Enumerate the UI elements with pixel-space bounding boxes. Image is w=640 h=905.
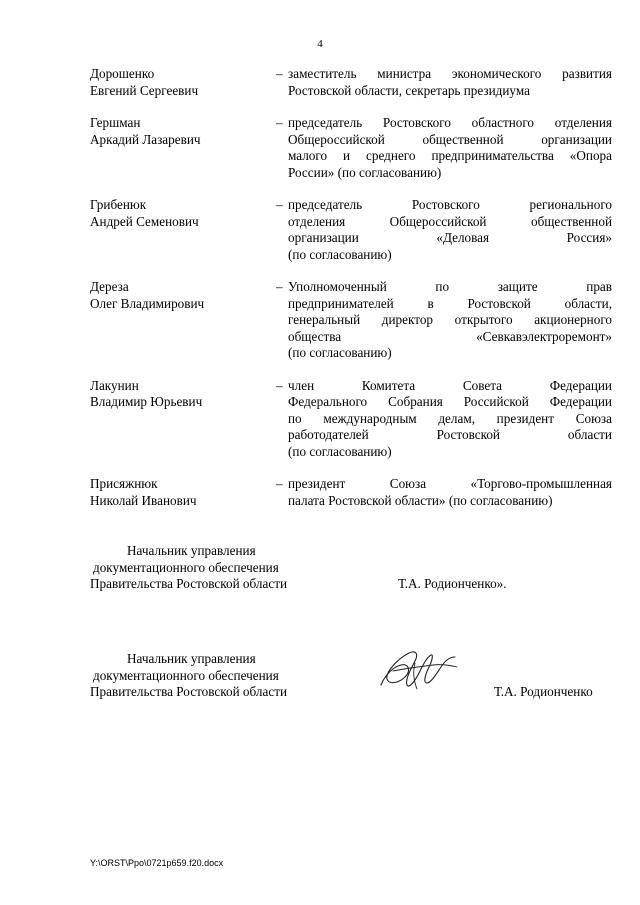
member-surname: Дереза bbox=[90, 279, 129, 294]
member-description bbox=[288, 279, 612, 362]
description-line: президент Союза «Торгово-промышленная bbox=[288, 476, 612, 491]
signatory-name: Т.А. Родионченко bbox=[494, 684, 593, 699]
signatory-title bbox=[90, 543, 620, 593]
member-surname: Дорошенко bbox=[90, 66, 155, 81]
member-given-names: Олег Владимирович bbox=[90, 295, 205, 311]
description-line: России» (по согласованию) bbox=[288, 164, 442, 180]
list-item bbox=[90, 66, 612, 99]
description-line: член Комитета Совета Федерации bbox=[288, 377, 612, 393]
member-given-names: Николай Иванович bbox=[90, 492, 197, 508]
member-given-names: Андрей Семенович bbox=[90, 213, 199, 229]
member-description bbox=[288, 197, 612, 263]
title-line: Правительства Ростовской области bbox=[90, 576, 288, 591]
description-line: организации «Деловая Россия» bbox=[288, 230, 612, 245]
member-given-names: Евгений Сергеевич bbox=[90, 82, 199, 98]
title-line: Начальник управления bbox=[127, 651, 256, 666]
description-line: Общероссийской общественной организации bbox=[288, 131, 612, 147]
page-number: 4 bbox=[317, 38, 323, 50]
description-line: (по согласованию) bbox=[288, 443, 392, 459]
dash: – bbox=[276, 279, 283, 294]
description-line: Уполномоченный по защите прав bbox=[288, 279, 612, 294]
signatory-name: Т.А. Родионченко». bbox=[398, 576, 507, 591]
file-path: Y:\ORST\Ppo\0721p659.f20.docx bbox=[90, 858, 224, 868]
member-description bbox=[288, 378, 612, 461]
member-name bbox=[90, 279, 276, 362]
member-surname: Грибенюк bbox=[90, 197, 147, 212]
dash: – bbox=[276, 115, 283, 130]
description-line: генеральный директор открытого акционерного bbox=[288, 312, 612, 327]
description-line: председатель Ростовского областного отделения bbox=[288, 115, 612, 130]
handwritten-signature bbox=[375, 645, 463, 693]
member-description bbox=[288, 66, 612, 99]
member-name bbox=[90, 378, 276, 461]
dash: – bbox=[276, 377, 283, 393]
description-line: Федерального Собрания Российской Федерации bbox=[288, 394, 612, 409]
list-item bbox=[90, 197, 612, 263]
list-item bbox=[90, 378, 612, 461]
title-line: документационного обеспечения bbox=[93, 559, 279, 575]
member-given-names: Аркадий Лазаревич bbox=[90, 131, 201, 147]
description-line: по международным делам, президент Союза bbox=[288, 410, 612, 426]
description-line: председатель Ростовского регионального bbox=[288, 197, 612, 212]
signature-block bbox=[90, 651, 620, 701]
title-line: Начальник управления bbox=[127, 543, 256, 558]
member-given-names: Владимир Юрьевич bbox=[90, 394, 203, 409]
list-item bbox=[90, 476, 612, 509]
member-surname: Присяжнюк bbox=[90, 476, 158, 491]
title-line: Правительства Ростовской области bbox=[90, 684, 288, 699]
description-line: работодателей Ростовской области bbox=[288, 427, 612, 442]
list-item bbox=[90, 115, 612, 181]
description-line: Ростовской области, секретарь президиума bbox=[288, 82, 530, 98]
dash: – bbox=[276, 197, 283, 212]
description-line: отделения Общероссийской общественной bbox=[288, 213, 612, 229]
description-line: предпринимателей в Ростовской области, bbox=[288, 295, 612, 311]
dash: – bbox=[276, 66, 283, 81]
title-line: документационного обеспечения bbox=[93, 667, 279, 683]
member-description bbox=[288, 115, 612, 181]
description-line: (по согласованию) bbox=[288, 345, 392, 360]
member-surname: Гершман bbox=[90, 115, 141, 130]
description-line: малого и среднего предпринимательства «Опора bbox=[288, 148, 612, 163]
member-name bbox=[90, 476, 276, 509]
list-item bbox=[90, 279, 612, 362]
description-line: общества «Севкавэлектроремонт» bbox=[288, 328, 612, 344]
member-list bbox=[90, 66, 612, 525]
dash: – bbox=[276, 476, 283, 491]
description-line: заместитель министра экономического развития bbox=[288, 66, 612, 81]
description-line: (по согласованию) bbox=[288, 246, 392, 262]
member-name bbox=[90, 197, 276, 263]
signature-block-closing-quote bbox=[90, 543, 620, 593]
member-name bbox=[90, 66, 276, 99]
member-description bbox=[288, 476, 612, 509]
member-surname: Лакунин bbox=[90, 377, 139, 393]
member-name bbox=[90, 115, 276, 181]
description-line: палата Ростовской области» (по согласованию) bbox=[288, 492, 553, 508]
